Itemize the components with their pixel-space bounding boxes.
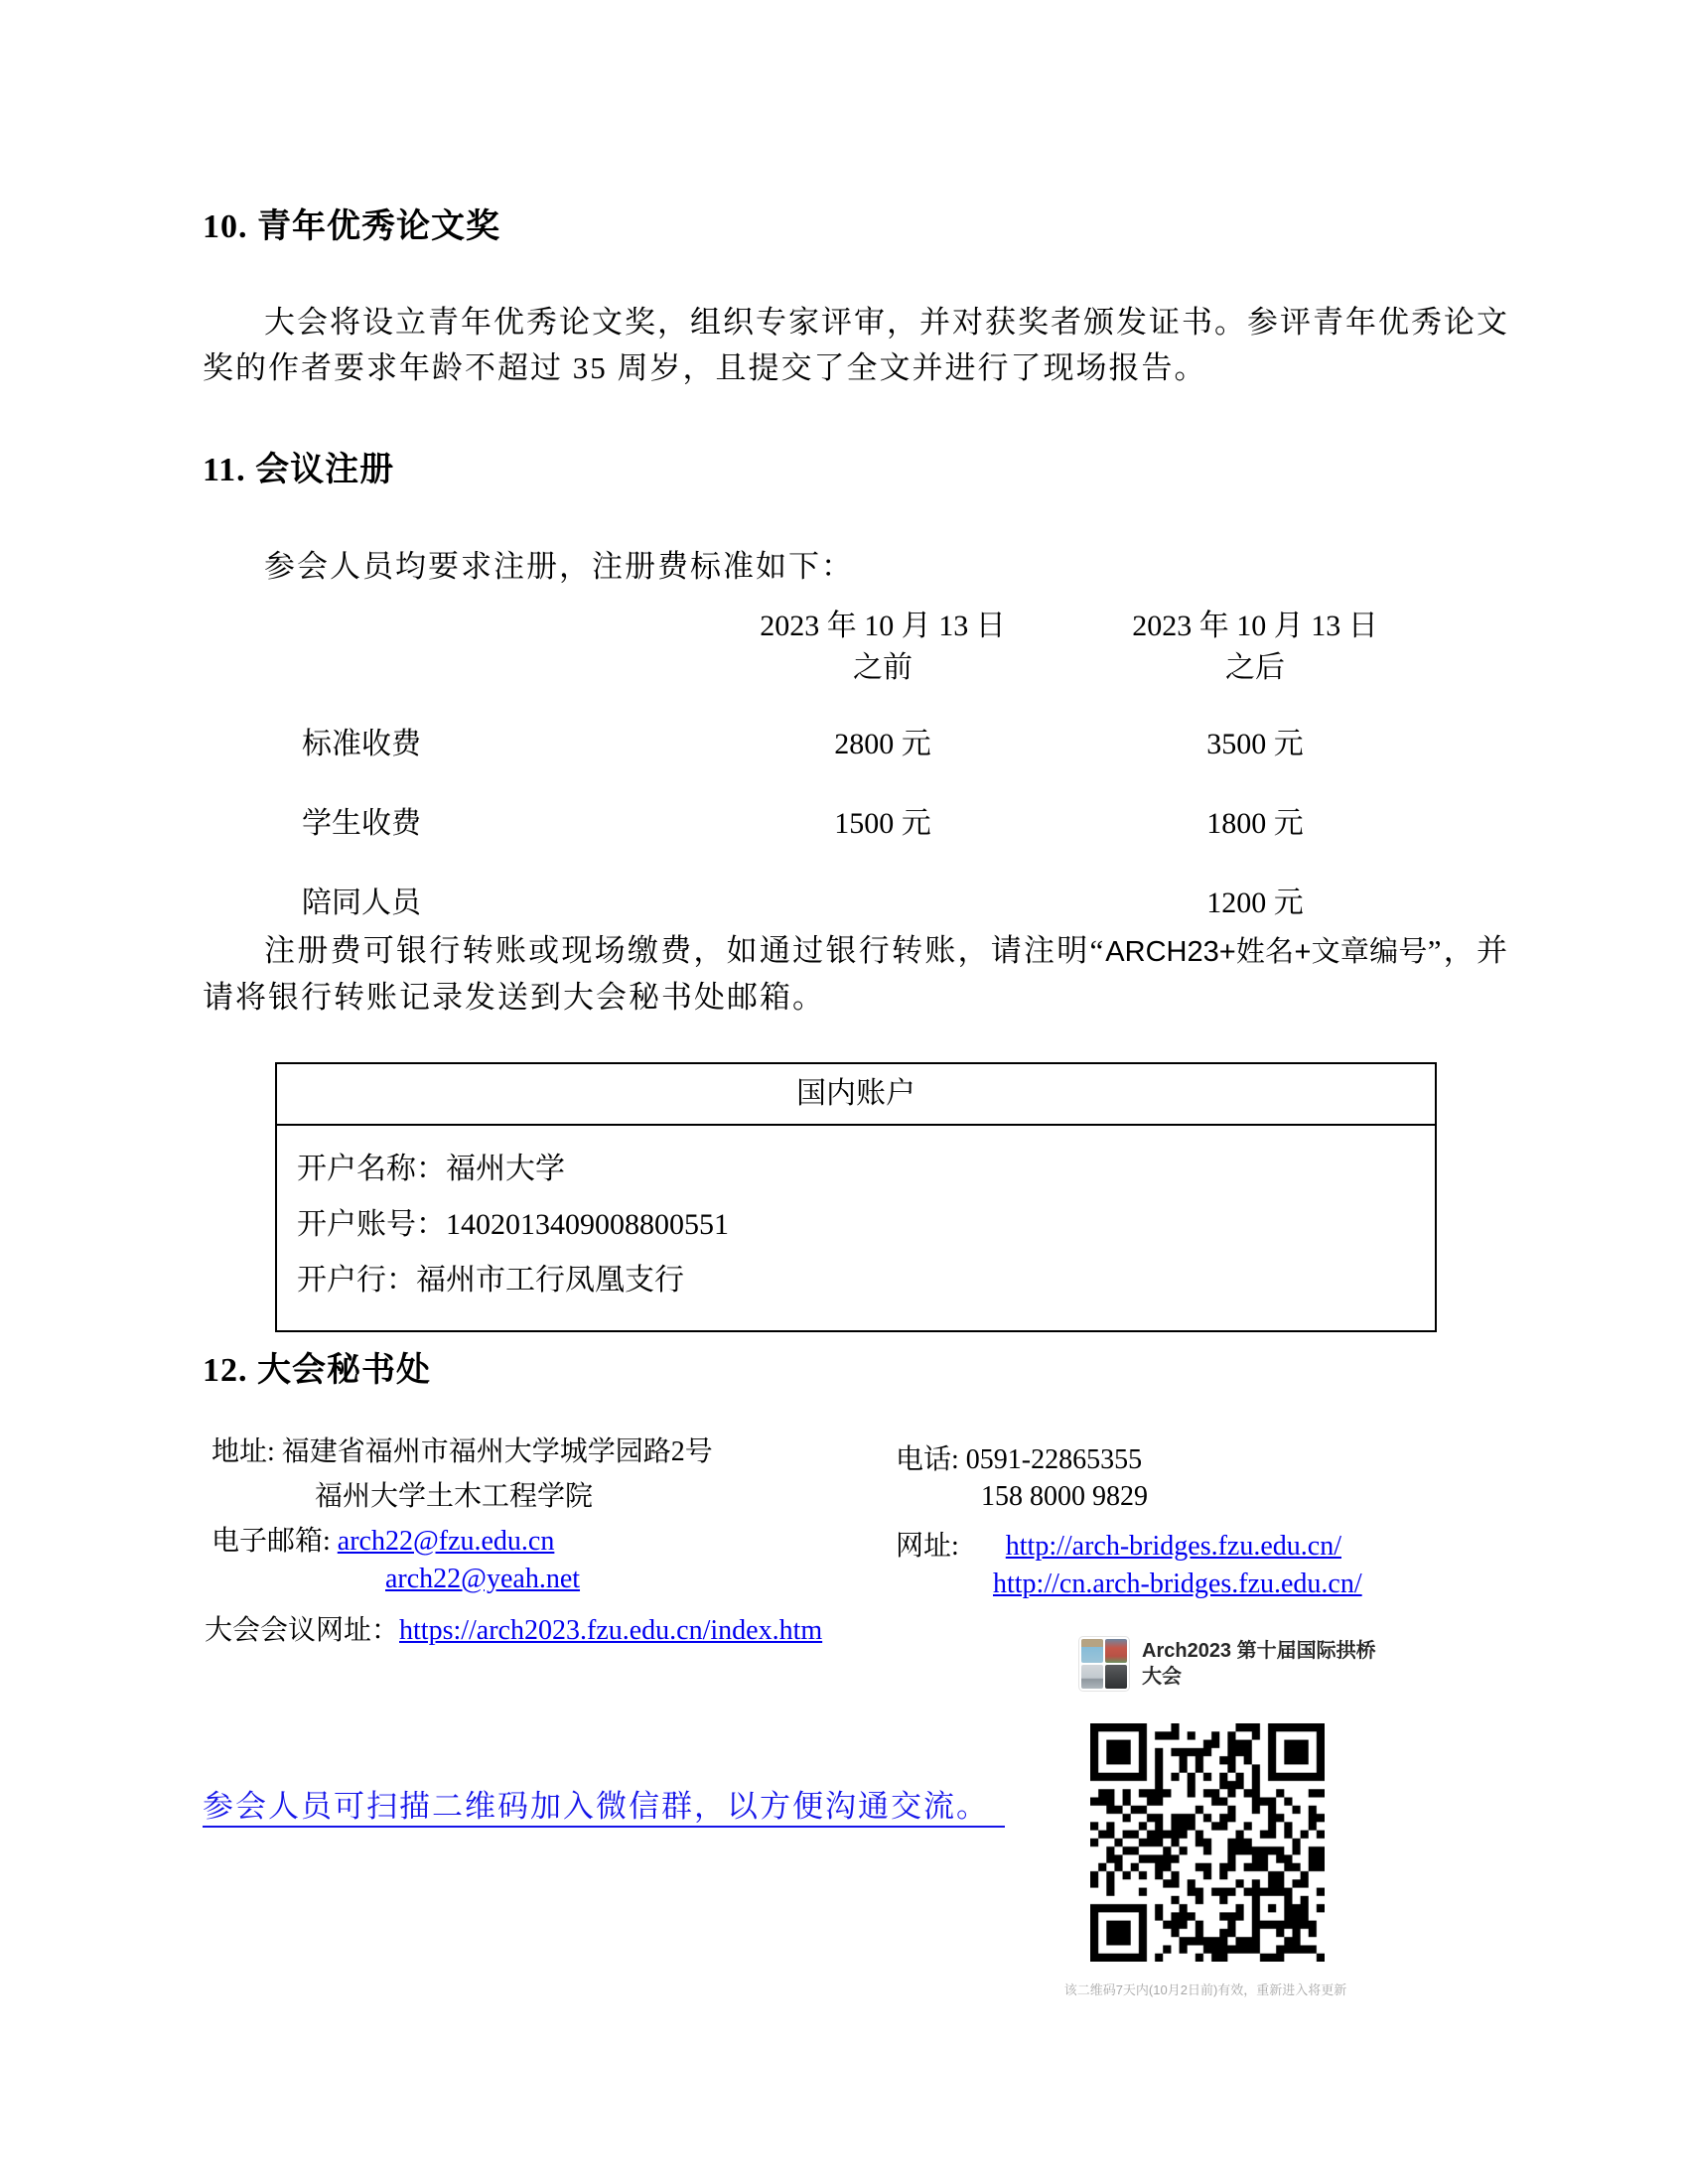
bank-account-number: 开户账号：1402013409008800551: [297, 1208, 729, 1241]
section10-heading: 10. 青年优秀论文奖: [203, 208, 500, 245]
conference-site-label: 大会会议网址：: [205, 1615, 400, 1646]
fee-table: [203, 606, 1509, 939]
wechat-group-name: [1142, 1638, 1376, 1690]
fee-col-header-before: [669, 606, 1096, 701]
wechat-group-avatar: [1078, 1636, 1130, 1692]
fee-col-header-after: [1096, 606, 1414, 701]
fee-after-value: 1800 元: [1206, 807, 1304, 840]
phone-label: 电话:: [896, 1444, 966, 1475]
qr-validity-caption: 该二维码7天内(10月2日前)有效，重新进入将更新: [1063, 1982, 1347, 1997]
email-link-primary[interactable]: arch22@fzu.edu.cn: [337, 1526, 555, 1557]
bank-branch: 开户行：福州市工行凤凰支行: [297, 1264, 684, 1297]
email-label: 电子邮箱:: [211, 1526, 338, 1557]
conference-site-link[interactable]: https://arch2023.fzu.edu.cn/index.htm: [399, 1615, 823, 1646]
phone-line1: [896, 1437, 1142, 1477]
fee-after-value: 3500 元: [1206, 728, 1304, 760]
address-label: 地址:: [211, 1436, 282, 1467]
avatar-photo-1: [1081, 1639, 1103, 1663]
payment-reference-code: ARCH23+姓名+文章编号: [1105, 936, 1428, 968]
wechat-group-name-line2: 大会: [1142, 1666, 1182, 1688]
fee-row-standard: [203, 701, 1509, 780]
section12-heading: 12. 大会秘书处: [203, 1352, 431, 1389]
website-link-primary[interactable]: http://arch-bridges.fzu.edu.cn/: [1005, 1531, 1341, 1562]
address-value: 福建省福州市福州大学城学园路2号: [281, 1436, 713, 1467]
address-line1: [211, 1430, 713, 1469]
fee-after-value: 1200 元: [1206, 887, 1304, 919]
fee-col-before-word: 之前: [853, 651, 913, 684]
phone-number-secondary: 158 8000 9829: [981, 1481, 1148, 1512]
registration-intro: 参会人员均要求注册，注册费标准如下：: [264, 549, 854, 584]
fee-col-after-date: 2023 年 10 月 13 日: [1132, 610, 1378, 642]
fee-col-before-date: 2023 年 10 月 13 日: [760, 610, 1006, 642]
fee-table-header-row: [203, 606, 1509, 701]
email-line: [211, 1519, 554, 1559]
fee-row-label: 学生收费: [302, 807, 421, 840]
phone-number-primary: 0591-22865355: [965, 1444, 1143, 1475]
payment-note-paragraph: [203, 928, 1509, 1021]
fee-before-value: 1500 元: [834, 807, 931, 840]
website-line1: [896, 1524, 1341, 1564]
fee-row-label: 陪同人员: [302, 887, 421, 919]
avatar-photo-3: [1081, 1665, 1103, 1689]
payment-note-part1: 注册费可银行转账或现场缴费，如通过银行转账，请注明“: [264, 933, 1106, 968]
bank-account-name: 开户名称：福州大学: [297, 1153, 565, 1185]
email-link-secondary[interactable]: arch22@yeah.net: [385, 1564, 581, 1594]
fee-col-after-word: 之后: [1225, 651, 1285, 684]
website-link-secondary[interactable]: http://cn.arch-bridges.fzu.edu.cn/: [993, 1569, 1362, 1599]
conference-site-line: [205, 1608, 822, 1648]
address-line2: 福州大学土木工程学院: [315, 1481, 594, 1512]
qr-code-image: [1090, 1723, 1325, 1962]
avatar-photo-4: [1105, 1665, 1127, 1689]
section11-heading: 11. 会议注册: [203, 452, 395, 488]
fee-row-student: [203, 780, 1509, 860]
avatar-photo-2: [1105, 1639, 1127, 1663]
fee-before-value: 2800 元: [834, 728, 931, 760]
section10-paragraph: 大会将设立青年优秀论文奖，组织专家评审，并对获奖者颁发证书。参评青年优秀论文奖的作者要求年龄不超过 35 周岁，且提交了全文并进行了现场报告。: [203, 305, 1509, 385]
website-label: 网址:: [896, 1531, 966, 1562]
bank-box-title: 国内账户: [277, 1064, 1435, 1126]
wechat-scan-note: 参会人员可扫描二维码加入微信群，以方便沟通交流。: [203, 1781, 1005, 1828]
payment-note-part2: ”，并请将银行转账记录发送到大会秘书处邮箱。: [203, 933, 1509, 1015]
bank-box-body: [277, 1126, 1435, 1330]
wechat-group-name-line1: Arch2023 第十届国际拱桥: [1142, 1640, 1376, 1662]
bank-account-box: [275, 1062, 1437, 1332]
fee-row-label: 标准收费: [302, 728, 421, 760]
fee-row-accompanying: [203, 860, 1509, 939]
